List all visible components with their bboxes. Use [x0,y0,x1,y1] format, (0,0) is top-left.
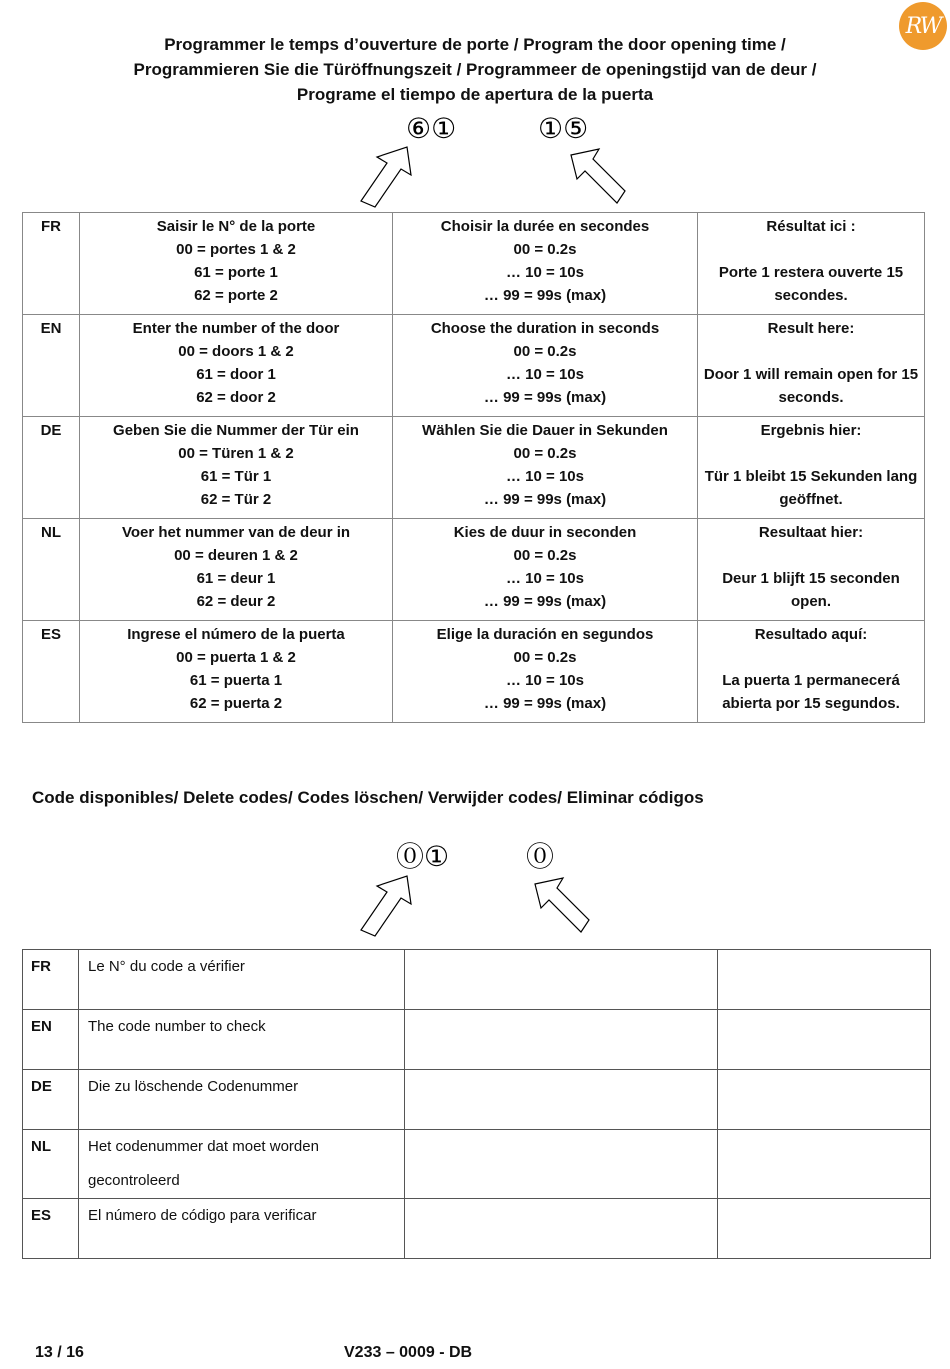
document-reference: V233 – 0009 - DB [344,1344,473,1361]
empty-cell [405,1130,718,1199]
company-logo: RW [899,2,947,50]
table-row [23,1199,931,1259]
title-line: Programe el tiempo de apertura de la puerta [296,85,654,104]
door-number-cell [80,519,393,621]
door-line: 00 = deuren 1 & 2 [174,547,298,564]
door-line: 00 = puerta 1 & 2 [176,649,296,666]
section2-title: Code disponibles/ Delete codes/ Codes löschen/ Verwijder codes/ Eliminar códigos [32,788,704,807]
key-digits-zero: ⓪ [526,840,555,873]
section1-title [40,32,910,107]
door-line: 62 = puerta 2 [189,695,283,712]
table-row [23,417,925,519]
code-description: Le N° du code a vérifier [79,950,405,1010]
duration-line: Elige la duración en segundos [436,626,654,643]
table-row [23,519,925,621]
page-number: 13 / 16 [35,1344,84,1361]
duration-line: … 99 = 99s (max) [483,389,607,406]
language-code: EN [23,315,80,417]
up-left-arrow-icon [529,874,595,940]
duration-line: 00 = 0.2s [513,343,577,360]
door-line: Enter the number of the door [132,320,340,337]
door-number-cell [80,213,393,315]
language-code: FR [23,213,80,315]
duration-line: … 10 = 10s [506,570,584,587]
language-code: ES [23,621,80,723]
duration-cell [393,315,698,417]
result-text: Door 1 will remain open for 15 seconds. [703,366,919,406]
door-line: 61 = porte 1 [194,264,278,281]
empty-cell [718,1070,931,1130]
duration-line: … 10 = 10s [506,264,584,281]
code-description: Die zu löschende Codenummer [79,1070,405,1130]
door-line: 61 = deur 1 [196,570,276,587]
door-line: 61 = puerta 1 [189,672,283,689]
duration-line: … 99 = 99s (max) [483,491,607,508]
title-line: Programmieren Sie die Türöffnungszeit / Programmeer de openingstijd van de deur / [133,60,817,79]
result-text: Tür 1 bleibt 15 Sekunden lang geöffnet. [704,468,918,508]
duration-line: Choose the duration in seconds [430,320,660,337]
table-row [23,213,925,315]
duration-line: Wählen Sie die Dauer in Sekunden [422,422,668,439]
result-text: Deur 1 blijft 15 seconden open. [722,570,900,610]
result-text: Porte 1 restera ouverte 15 secondes. [718,264,904,304]
language-code: DE [23,417,80,519]
empty-cell [405,1070,718,1130]
duration-line: 00 = 0.2s [513,547,577,564]
duration-line: 00 = 0.2s [513,445,577,462]
door-line: Saisir le N° de la porte [156,218,316,235]
duration-line: 00 = 0.2s [513,241,577,258]
duration-cell [393,417,698,519]
empty-cell [718,1130,931,1199]
door-line: 61 = Tür 1 [200,468,272,485]
table-row [23,315,925,417]
door-number-cell [80,417,393,519]
result-cell [698,417,925,519]
duration-line: … 10 = 10s [506,468,584,485]
code-description: The code number to check [79,1010,405,1070]
door-line: 62 = porte 2 [194,287,278,304]
code-description: Het codenummer dat moet worden gecontroleerd [79,1130,405,1199]
language-code: NL [23,1130,79,1199]
title-line: Programmer le temps d’ouverture de porte / Program the door opening time / [164,35,786,54]
result-title: Ergebnis hier: [760,422,862,439]
door-line: 62 = door 2 [196,389,276,406]
delete-codes-table [22,949,931,1259]
language-code: DE [23,1070,79,1130]
duration-line: … 10 = 10s [506,672,584,689]
key-digits-delete: ⓪① [396,840,450,873]
empty-cell [405,1199,718,1259]
result-title: Resultado aquí: [754,626,868,643]
door-number-cell [80,621,393,723]
duration-line: Kies de duur in seconden [453,524,637,541]
empty-cell [718,1199,931,1259]
language-code: ES [23,1199,79,1259]
duration-line: … 99 = 99s (max) [483,287,607,304]
door-line: 62 = Tür 2 [200,491,272,508]
empty-cell [405,1010,718,1070]
key-digits-door: ⑥① [406,112,457,145]
duration-line: … 99 = 99s (max) [483,593,607,610]
code-description: El número de código para verificar [79,1199,405,1259]
result-title: Resultaat hier: [758,524,864,541]
table-row [23,621,925,723]
door-line: 62 = deur 2 [196,593,276,610]
door-opening-time-table [22,212,925,723]
language-code: NL [23,519,80,621]
result-cell [698,621,925,723]
door-line: 00 = doors 1 & 2 [178,343,294,360]
result-cell [698,315,925,417]
empty-cell [718,1010,931,1070]
door-line: 00 = portes 1 & 2 [176,241,296,258]
up-right-arrow-icon [355,145,415,211]
table-row [23,950,931,1010]
door-line: Ingrese el número de la puerta [127,626,345,643]
duration-line: … 10 = 10s [506,366,584,383]
result-cell [698,213,925,315]
empty-cell [718,950,931,1010]
duration-line: … 99 = 99s (max) [483,695,607,712]
door-line: 00 = Türen 1 & 2 [178,445,294,462]
key-digits-duration: ①⑤ [538,112,589,145]
door-number-cell [80,315,393,417]
language-code: FR [23,950,79,1010]
up-left-arrow-icon [565,145,631,211]
table-row [23,1070,931,1130]
door-line: 61 = door 1 [196,366,276,383]
duration-cell [393,213,698,315]
up-right-arrow-icon [355,874,415,940]
door-line: Geben Sie die Nummer der Tür ein [113,422,359,439]
door-line: Voer het nummer van de deur in [121,524,351,541]
duration-line: Choisir la durée en secondes [440,218,650,235]
result-text: La puerta 1 permanecerá abierta por 15 segundos. [722,672,900,712]
duration-cell [393,519,698,621]
table-row [23,1010,931,1070]
duration-line: 00 = 0.2s [513,649,577,666]
duration-cell [393,621,698,723]
result-title: Résultat ici : [766,218,856,235]
language-code: EN [23,1010,79,1070]
empty-cell [405,950,718,1010]
table-row [23,1130,931,1199]
result-cell [698,519,925,621]
result-title: Result here: [767,320,855,337]
